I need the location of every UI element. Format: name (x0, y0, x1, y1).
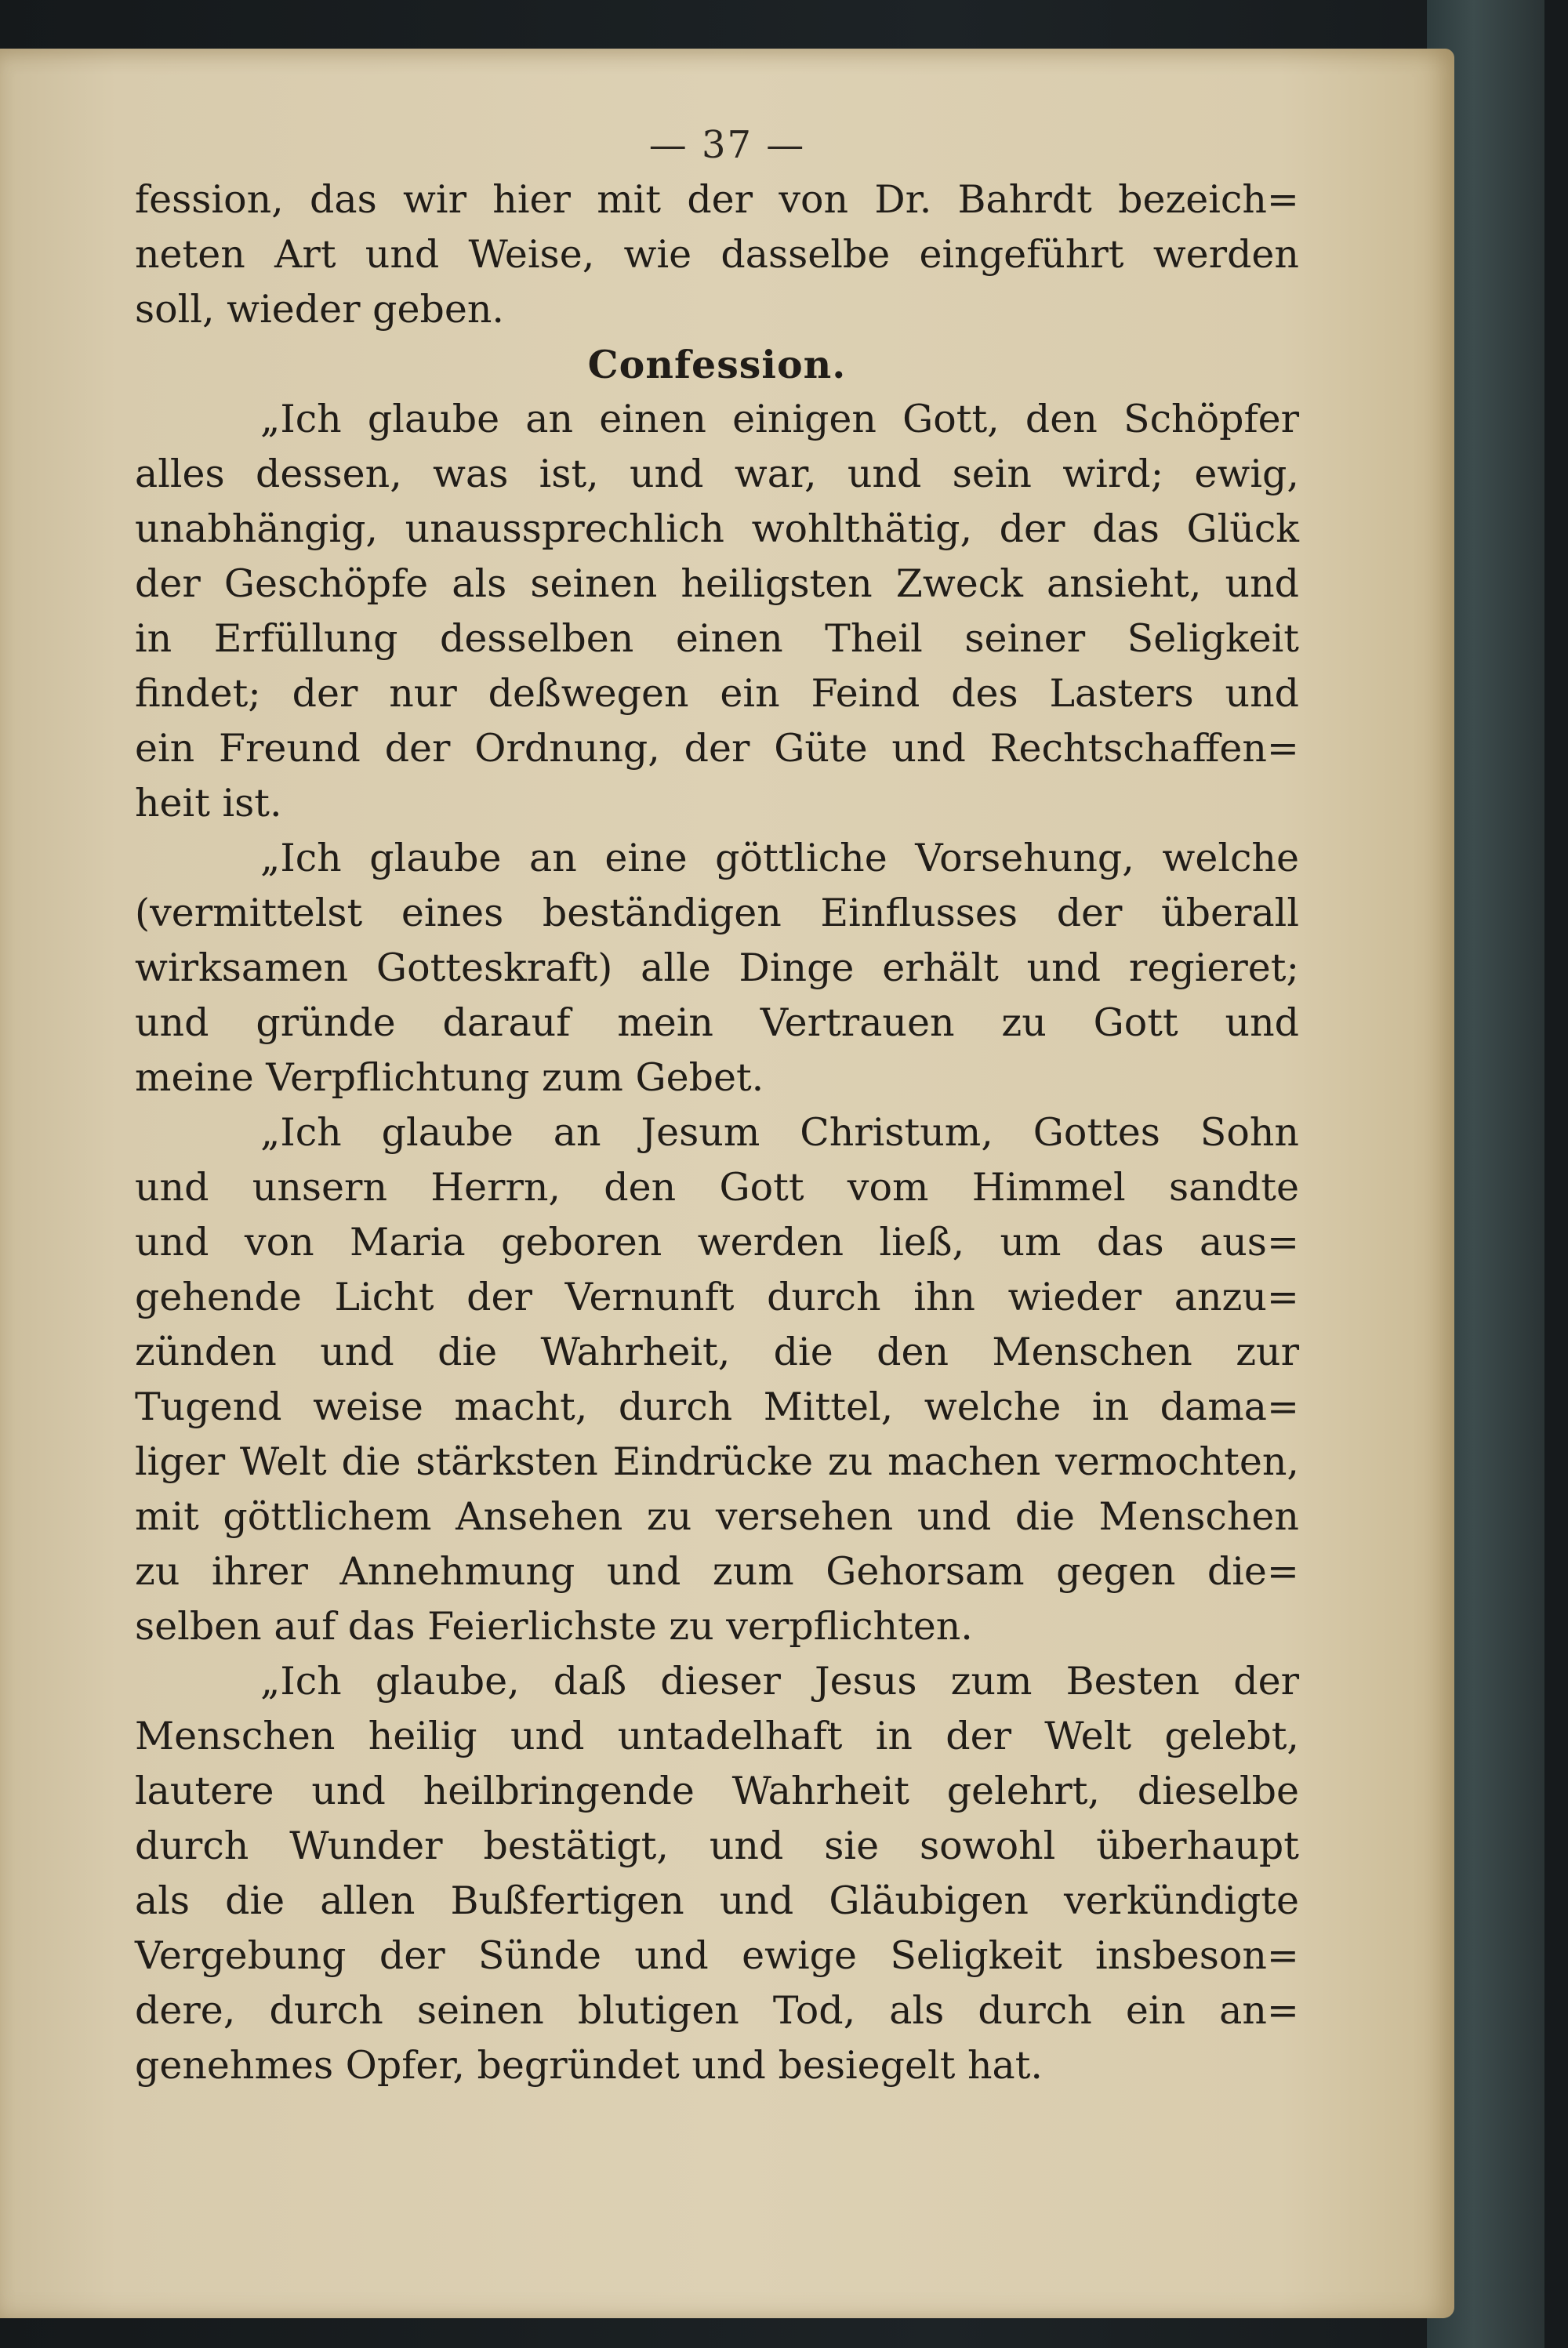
text-line: lautere und heilbringende Wahrheit gelehrt, dieselbe (135, 1769, 1299, 1813)
text-line: „Ich glaube an eine göttliche Vorsehung, welche (260, 836, 1299, 880)
text-line: zu ihrer Annehmung und zum Gehorsam gegen die= (135, 1549, 1299, 1594)
text-line: Vergebung der Sünde und ewige Seligkeit insbeson= (135, 1933, 1299, 1978)
text-line: wirksamen Gotteskraft) alle Dinge erhält und regieret; (135, 945, 1299, 990)
text-line: alles dessen, was ist, und war, und sein wird; ewig, (135, 452, 1299, 496)
text-line: „Ich glaube an einen einigen Gott, den Schöpfer (260, 397, 1299, 441)
text-line: und von Maria geboren werden ließ, um das aus= (135, 1220, 1299, 1265)
text-line: in Erfüllung desselben einen Theil seiner Seligkeit (135, 616, 1299, 661)
body-text (135, 172, 1299, 2093)
text-line: gehende Licht der Vernunft durch ihn wieder anzu= (135, 1275, 1299, 1319)
text-line: Tugend weise macht, durch Mittel, welche in dama= (135, 1384, 1299, 1429)
text-line: „Ich glaube, daß dieser Jesus zum Besten der (260, 1659, 1299, 1704)
section-heading: Confession. (587, 342, 847, 387)
text-line: Menschen heilig und untadelhaft in der Welt gelebt, (135, 1714, 1299, 1758)
text-line: fession, das wir hier mit der von Dr. Bahrdt bezeich= (135, 177, 1299, 222)
text-line: (vermittelst eines beständigen Einflusses der überall (135, 891, 1299, 935)
text-line: als die allen Bußfertigen und Gläubigen verkündigte (135, 1878, 1299, 1923)
text-line: neten Art und Weise, wie dasselbe eingeführt werden (135, 232, 1299, 277)
text-line: zünden und die Wahrheit, die den Menschen zur (135, 1330, 1299, 1374)
text-line: und gründe darauf mein Vertrauen zu Gott und (135, 1000, 1299, 1045)
text-line: unabhängig, unaussprechlich wohlthätig, der das Glück (135, 506, 1299, 551)
text-line: der Geschöpfe als seinen heiligsten Zweck ansieht, und (135, 561, 1299, 606)
text-line: soll, wieder geben. (135, 287, 504, 332)
text-line: meine Verpflichtung zum Gebet. (135, 1055, 764, 1100)
text-line: und unsern Herrn, den Gott vom Himmel sandte (135, 1165, 1299, 1210)
text-line: liger Welt die stärksten Eindrücke zu machen vermochten, (135, 1439, 1299, 1484)
text-line: ein Freund der Ordnung, der Güte und Rechtschaffen= (135, 726, 1299, 771)
text-line: mit göttlichem Ansehen zu versehen und die Menschen (135, 1494, 1299, 1539)
text-line: „Ich glaube an Jesum Christum, Gottes Sohn (260, 1110, 1299, 1155)
text-line: genehmes Opfer, begründet und besiegelt hat. (135, 2043, 1044, 2088)
page-number: — 37 — (648, 123, 806, 167)
text-line: selben auf das Feierlichste zu verpflichten. (135, 1604, 973, 1649)
text-line: findet; der nur deßwegen ein Feind des Lasters und (135, 671, 1299, 716)
text-line: dere, durch seinen blutigen Tod, als durch ein an= (135, 1988, 1299, 2033)
text-line: durch Wunder bestätigt, und sie sowohl überhaupt (135, 1824, 1299, 1868)
text-line: heit ist. (135, 781, 282, 826)
